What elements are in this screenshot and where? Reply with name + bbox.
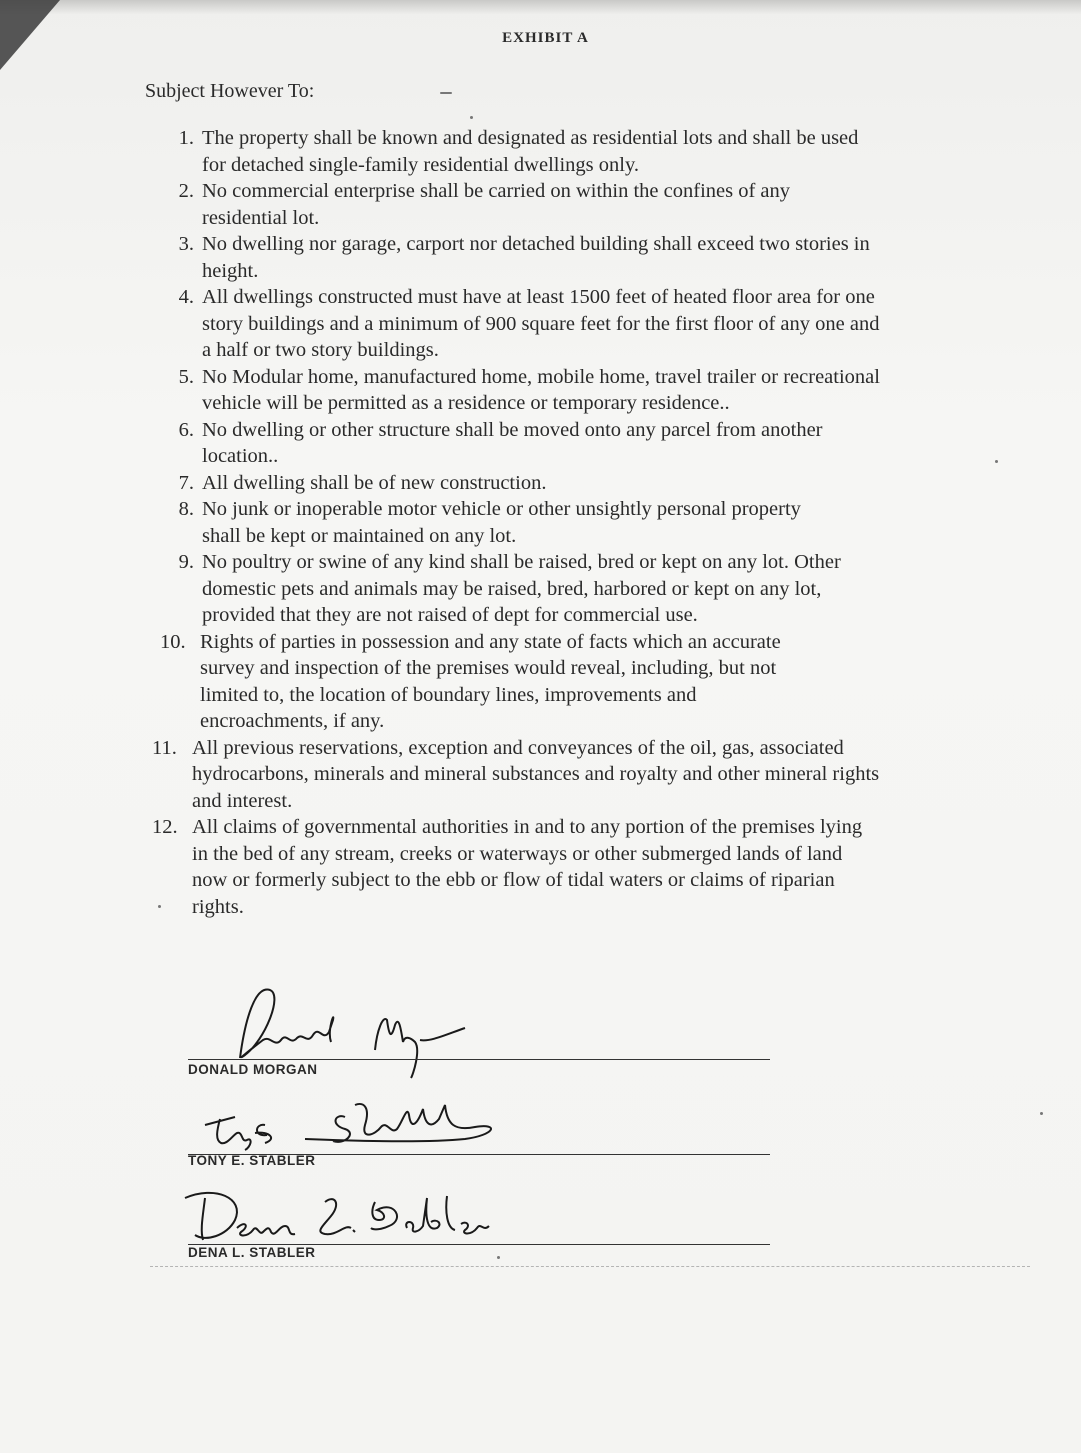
exhibit-title: EXHIBIT A [502,30,589,46]
signer-name: DONALD MORGAN [188,1062,318,1077]
signer-name: TONY E. STABLER [188,1153,316,1168]
scan-speck [440,92,452,94]
list-item [160,470,870,497]
item-number: 2. [178,180,194,202]
list-item [160,629,810,735]
item-text: All claims of governmental authorities in and to any portion of the premises lying in the bed of any stream, creeks or waterways or other submerged lands of land now or formerly subject to the ebb or flow of tidal waters or claims of riparian rights. [192,816,863,918]
list-item [160,231,870,284]
signature-tony-stabler [195,1095,515,1155]
scan-speck [995,460,998,463]
item-text: No dwelling or other structure shall be moved onto any parcel from another location.. [202,418,823,467]
item-number: 11. [152,736,177,759]
item-text: No poultry or swine of any kind shall be raised, bred or kept on any lot. Other domestic pets and animals may be raised, bred, harbored or kept on any lot, provided that they are not raised of dept for commercial use. [202,551,841,626]
scan-top-edge [0,0,1081,14]
signature-block-1 [188,1059,770,1077]
item-text: Rights of parties in possession and any state of facts which an accurate survey and inspection of the premises would reveal, including, but not limited to, the location of boundary lines, improvements and encroachments, if any. [200,630,781,732]
subject-heading: Subject However To: [145,80,315,102]
item-number: 5. [178,365,194,388]
scan-speck [497,1256,500,1259]
item-text: All dwellings constructed must have at least 1500 feet of heated floor area for one story buildings and a minimum of 900 square feet for the first floor of any one and a half or two story buildings. [202,286,880,361]
list-item [160,496,840,549]
list-item [160,125,860,178]
item-text: No Modular home, manufactured home, mobile home, travel trailer or recreational vehicle will be permitted as a residence or temporary residence.. [202,365,880,414]
item-number: 4. [178,286,194,308]
signature-dena-stabler [175,1180,495,1250]
item-number: 7. [178,471,194,494]
item-text: No dwelling nor garage, carport nor detached building shall exceed two stories in height. [202,233,870,282]
item-text: The property shall be known and designated as residential lots and shall be used for detached single-family residential dwellings only. [202,127,859,176]
item-text: No commercial enterprise shall be carried on within the confines of any residential lot. [202,180,791,229]
list-item [152,735,882,815]
list-item [160,549,890,629]
list-item [160,178,870,231]
scan-artifact-line [150,1266,1030,1267]
list-item [160,364,890,417]
item-number: 6. [178,418,194,441]
restrictions-list [152,125,890,920]
list-item [160,284,890,364]
item-text: All dwelling shall be of new construction. [202,471,547,494]
signature-line [188,1059,770,1060]
item-number: 1. [178,127,194,149]
scan-speck [158,905,161,908]
item-number: 9. [178,551,194,573]
item-number: 3. [178,233,194,255]
list-item [152,814,882,920]
item-number: 8. [178,498,194,520]
scan-speck [1040,1112,1043,1115]
scan-speck [470,116,473,119]
item-text: No junk or inoperable motor vehicle or other unsightly personal property shall be kept or maintained on any lot. [202,498,801,547]
signer-name: DENA L. STABLER [188,1245,316,1260]
item-text: All previous reservations, exception and conveyances of the oil, gas, associated hydrocarbons, minerals and mineral substances and royalty and other mineral rights and interest. [192,736,880,812]
item-number: 12. [152,816,178,838]
item-number: 10. [160,630,186,653]
list-item [160,417,870,470]
